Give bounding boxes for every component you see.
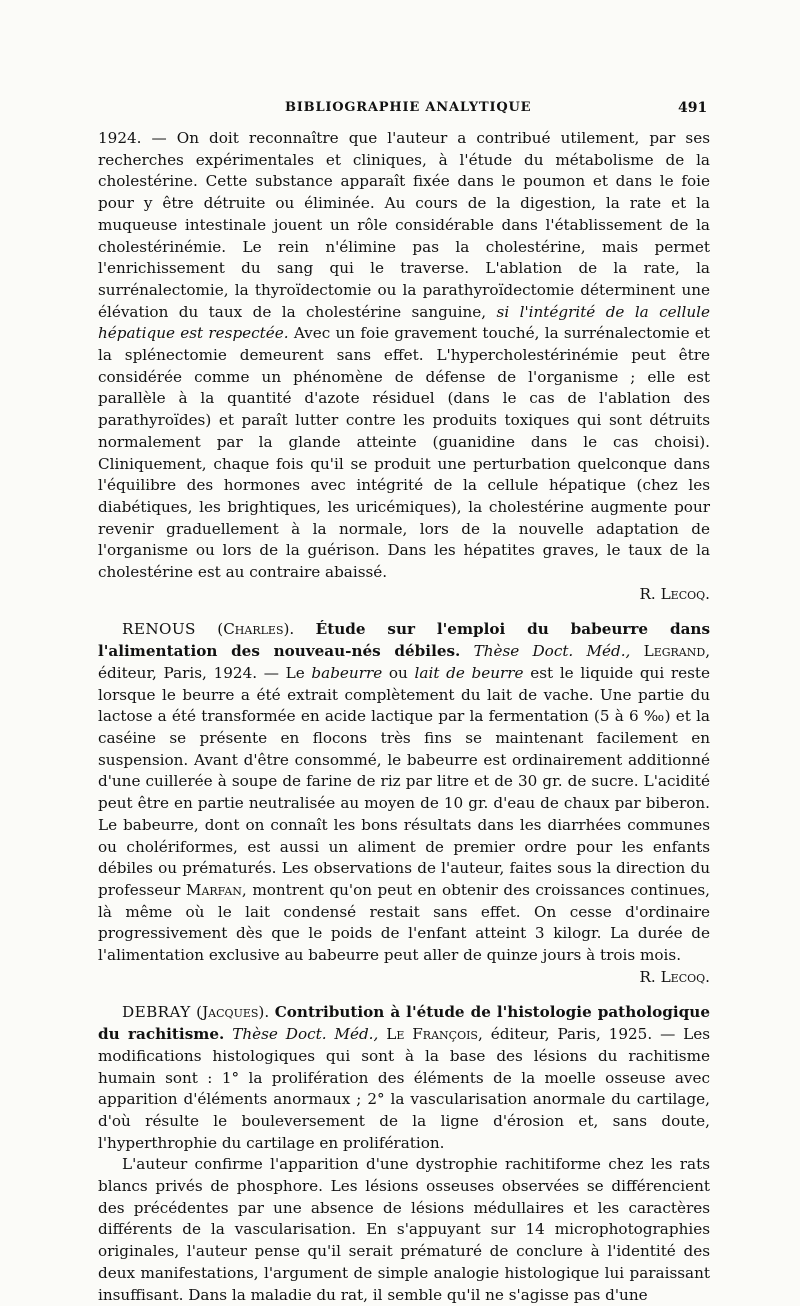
entry-title: Étude sur l'emploi du babeurre dans l'alimentation des nouveau-nés débiles.: [98, 620, 710, 661]
signature: R. Lecoq.: [639, 584, 710, 603]
entry-title: Contribution à l'étude de l'histologie pathologique du rachitisme.: [98, 1003, 710, 1044]
entry-abstract: est le liquide qui reste lorsque le beurre a été extrait complètement du lait de vache. Une partie du lactose a été transformée en acide lactique par la fermentation (5 à 6 ‰) et la caséine se présente en flocons très fins se maintenant facilement en suspension. Avant d'être consommé, le babeurre est ordinairement additionné d'une cuillerée à soupe de farine de riz par litre et de 30 gr. de sucre. L'acidité peut être en partie neutralisée au moyen de 10 gr. d'eau de chaux par biberon. Le babeurre, dont on connaît les bons résultats dans les diarrhées communes ou cholériformes, est aussi un aliment de premier ordre pour les enfants débiles ou prématurés. Les observations de l'auteur, faites sous la direction du professeur: [98, 663, 711, 899]
entry-author: RENOUS: [122, 620, 196, 639]
entry-publisher: Legrand,: [643, 642, 711, 661]
continuation-text: 1924. — On doit reconnaître que l'auteur a contribué utilement, par ses recherches expérimentales et cliniques, à l'étude du métabolisme de la cholestérine. Cette substance apparaît fixée dans le poumon et dans le foie pour y être détruite ou éliminée. Au cours de la digestion, la rate et la muqueuse intestinale jouent un rôle considérable dans l'établissement de la cholestérinémie. Le rein n'élimine pas la cholestérine, mais permet l'enrichissement du sang qui le traverse. L'ablation de la rate, la surrénalectomie, la thyroïdectomie ou la parathyroïdectomie déterminent une élévation du taux de la cholestérine sanguine,: [98, 129, 710, 321]
entry-publisher: Le François,: [386, 1025, 483, 1044]
entry-first-name: (Charles).: [217, 620, 295, 639]
continuation-italic: si l'intégrité de la cellule hépatique est respectée.: [98, 302, 710, 343]
signature: R. Lecoq.: [639, 967, 710, 986]
page-body: [98, 128, 710, 1306]
signature-name: Lecoq.: [660, 584, 710, 603]
continuation-text-end: Avec un foie gravement touché, la surrénalectomie et la splénectomie demeurent sans effet. L'hypercholestérinémie peut être considérée comme un phénomène de défense de l'organisme ; elle est parallèle à la quantité d'azote résiduel (dans le cas de l'ablation des parathyroïdes) et paraît lutter contre les produits toxiques qui sont détruits normalement par la glande atteinte (guanidine dans le cas choisi). Cliniquement, chaque fois qu'il se produit une perturbation quelconque dans l'équilibre des hormones avec intégrité de la cellule hépatique (chez les diabétiques, les brightiques, les uricémiques), la cholestérine augmente pour revenir graduellement à la normale, lors de la nouvelle adaptation de l'organisme ou lors de la guérison. Dans les hépatites graves, le taux de la cholestérine est au contraire abaissé.: [98, 324, 711, 582]
continuation-paragraph: [98, 128, 710, 584]
entry-author: DEBRAY: [122, 1003, 191, 1022]
entry-first-name: (Jacques).: [196, 1003, 270, 1022]
page-number: 491: [678, 100, 708, 116]
entry-debray: DEBRAY (Jacques). Contribution à l'étude de l'histologie pathologique du rachitisme. Thèse Doct. Méd., Le François, éditeur, Paris, 1925. — Les modifications histologiques qui sont à la base des lésions du rachitisme humain sont : 1° la prolifération des éléments de la moelle osseuse avec apparition d'éléments anormaux ; 2° la vascularisation anormale du cartilage, d'où résulte le bouleversement de la ligne d'érosion et, sans doute, l'hyperthrophie du cartilage en prolifération.: [98, 1003, 711, 1152]
entry-thesis: Thèse Doct. Méd.,: [473, 642, 631, 661]
signature-name: Lecoq.: [660, 967, 710, 986]
entry-renous: RENOUS (Charles). Étude sur l'emploi du babeurre dans l'alimentation des nouveau-nés débiles. Thèse Doct. Méd., Legrand, éditeur, Paris, 1924. — Le babeurre ou lait de beurre est le liquide qui reste lorsque le beurre a été extrait complètement du lait de vache. Une partie du lactose a été transformée en acide lactique par la fermentation (5 à 6 ‰) et la caséine se présente en flocons très fins se maintenant facilement en suspension. Avant d'être consommé, le babeurre est ordinairement additionné d'une cuillerée à soupe de farine de riz par litre et de 30 gr. de sucre. L'acidité peut être en partie neutralisée au moyen de 10 gr. d'eau de chaux par biberon. Le babeurre, dont on connaît les bons résultats dans les diarrhées communes ou cholériformes, est aussi un aliment de premier ordre pour les enfants débiles ou prématurés. Les observations de l'auteur, faites sous la direction du professeur Marfan, montrent qu'on peut en obtenir des croissances continues, là même où le lait condensé restait sans effet. On cesse d'ordinaire progressivement dès que le poids de l'enfant atteint 3 kilogr. La durée de l'alimentation exclusive au babeurre peut aller de quinze jours à trois mois.: [98, 620, 711, 965]
entry-abstract: — Les modifications histologiques qui sont à la base des lésions du rachitisme humain sont : 1° la prolifération des éléments de la moelle osseuse avec apparition d'éléments anormaux ; 2° la vascularisation anormale du cartilage, d'où résulte le bouleversement de la ligne d'érosion et, sans doute, l'hyperthrophie du cartilage en prolifération.: [98, 1025, 711, 1152]
running-title: BIBLIOGRAPHIE ANALYTIQUE: [285, 100, 532, 115]
entry-thesis: Thèse Doct. Méd.,: [232, 1025, 379, 1044]
running-header: [0, 100, 800, 122]
entry-paragraph: L'auteur confirme l'apparition d'une dystrophie rachitiforme chez les rats blancs privés de phosphore. Les lésions osseuses observées se différencient des précédentes par une absence de lésions médullaires et les caractères différents de la vascularisation. En s'appuyant sur 14 microphotographies originales, l'auteur pense qu'il serait prématuré de conclure à l'identité des deux manifestations, l'argument de simple analogie histologique lui paraissant insuffisant. Dans la maladie du rat, il semble qu'il ne s'agisse pas d'une: [98, 1155, 710, 1304]
